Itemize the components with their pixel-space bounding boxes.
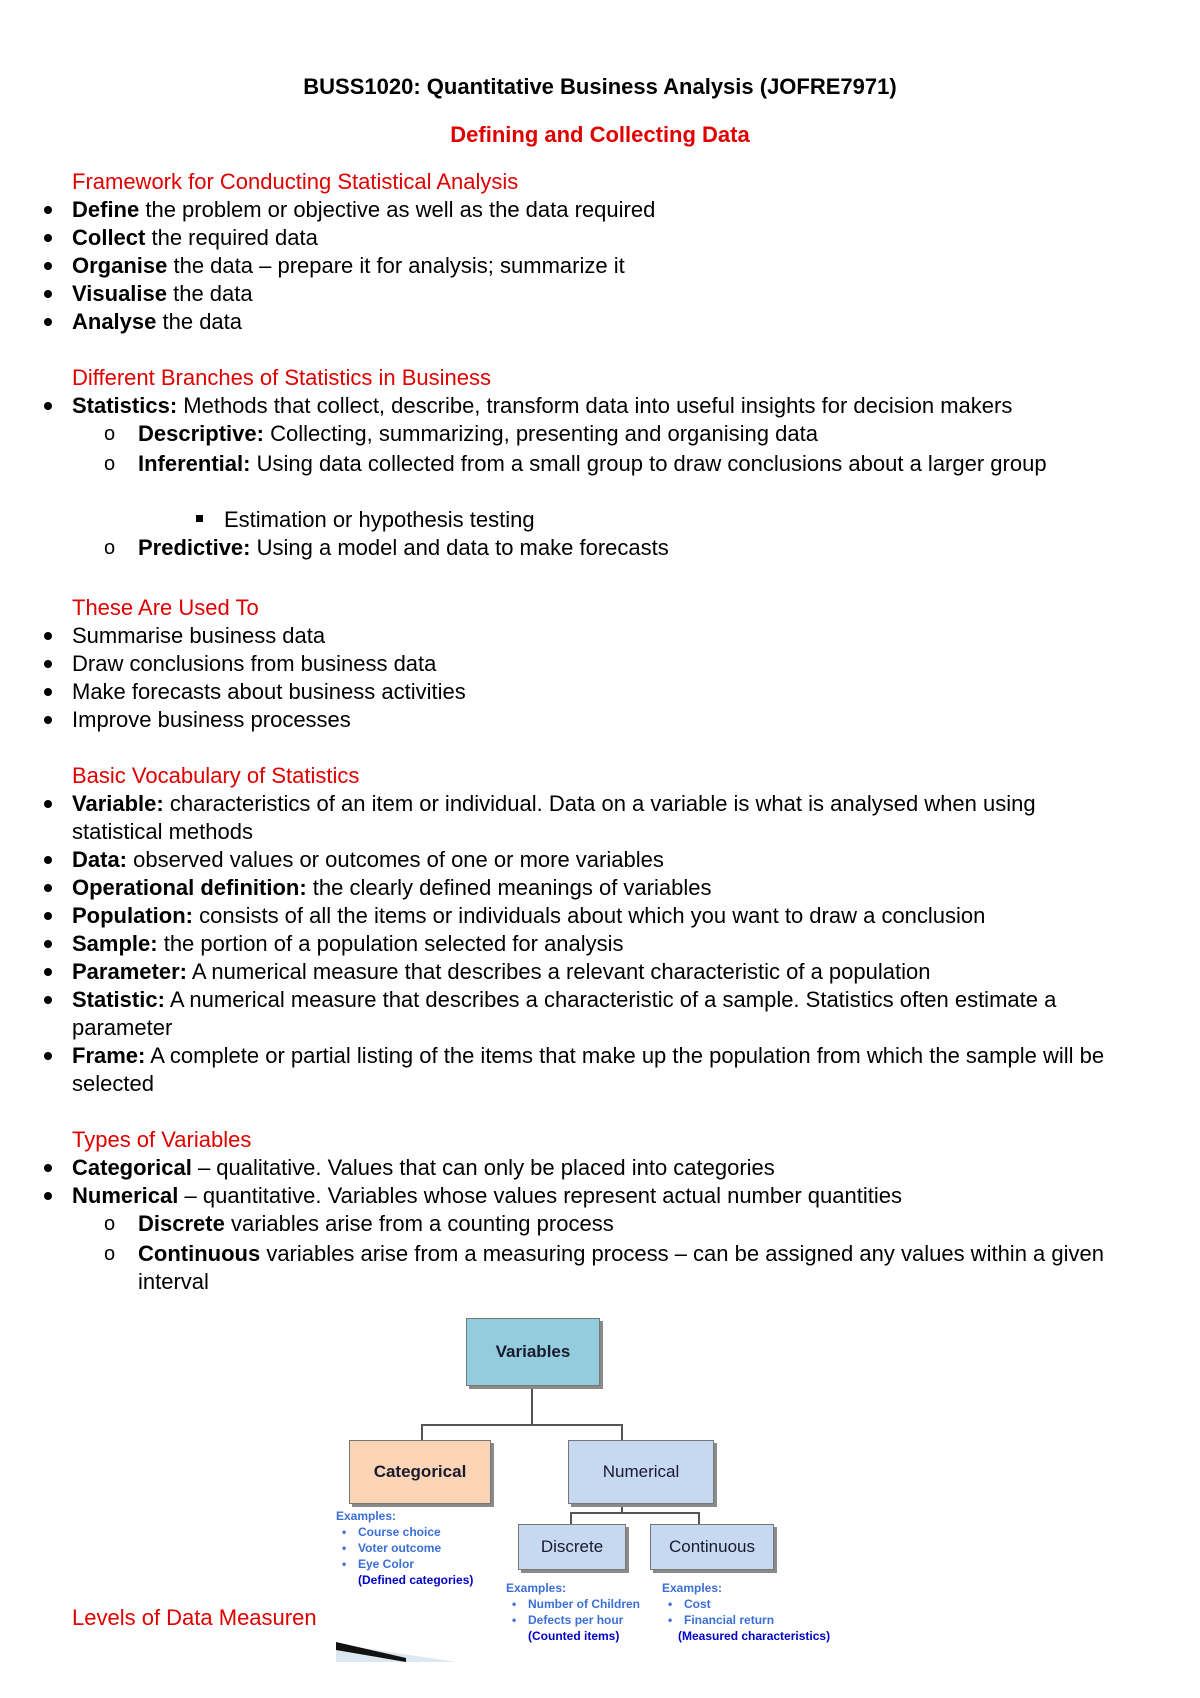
list-item: Variable: characteristics of an item or individual. Data on a variable is what is analysed when using statistical methods: [72, 790, 1132, 846]
vocab-list: [72, 790, 1132, 1098]
continuous-box: Continuous: [650, 1524, 774, 1570]
list-item: Sample: the portion of a population selected for analysis: [72, 930, 1132, 958]
predictive-list: [138, 534, 1128, 562]
list-item: Population: consists of all the items or individuals about which you want to draw a conclusion: [72, 902, 1132, 930]
list-item: o Descriptive: Collecting, summarizing, presenting and organising data: [138, 420, 1098, 448]
list-item: • Financial return: [684, 1612, 830, 1628]
list-item: Make forecasts about business activities: [72, 678, 1132, 706]
image-fragment: [336, 1640, 456, 1664]
list-item: Analyse the data: [72, 308, 1132, 336]
list-item: Statistic: A numerical measure that describes a characteristic of a sample. Statistics often estimate a parameter: [72, 986, 1132, 1042]
list-item: Collect the required data: [72, 224, 1132, 252]
list-item: Parameter: A numerical measure that describes a relevant characteristic of a population: [72, 958, 1132, 986]
used-to-list: [72, 622, 1132, 734]
connector-line: [621, 1424, 623, 1440]
used-to-heading: These Are Used To: [72, 595, 259, 620]
list-item: • Number of Children: [528, 1596, 640, 1612]
list-item: Summarise business data: [72, 622, 1132, 650]
variables-diagram: [330, 1318, 890, 1658]
branches-list: [72, 392, 1132, 420]
list-item: • Eye Color: [358, 1556, 473, 1572]
list-item: Improve business processes: [72, 706, 1132, 734]
continuous-examples: Examples: • Cost • Financial return (Measured characteristics): [662, 1580, 830, 1644]
connector-line: [570, 1512, 700, 1514]
numerical-sublist: [138, 1210, 1128, 1296]
framework-heading: Framework for Conducting Statistical Analysis: [72, 169, 519, 194]
list-item: Frame: A complete or partial listing of the items that make up the population from which the sample will be selected: [72, 1042, 1132, 1098]
types-heading: Types of Variables: [72, 1127, 252, 1152]
discrete-examples: Examples: • Number of Children • Defects per hour (Counted items): [506, 1580, 640, 1644]
branches-heading: Different Branches of Statistics in Business: [72, 365, 492, 390]
connector-line: [570, 1512, 572, 1524]
list-item: • Defects per hour: [528, 1612, 640, 1628]
categorical-examples: Examples: • Course choice • Voter outcome • Eye Color (Defined categories): [336, 1508, 473, 1588]
variables-box: Variables: [466, 1318, 600, 1386]
numerical-box: Numerical: [568, 1440, 714, 1504]
connector-line: [698, 1512, 700, 1524]
list-item: • Course choice: [358, 1524, 473, 1540]
list-item: Categorical – qualitative. Values that can only be placed into categories: [72, 1154, 1132, 1182]
list-item: Define the problem or objective as well as the data required: [72, 196, 1132, 224]
categorical-box: Categorical: [349, 1440, 491, 1504]
list-item: o Inferential: Using data collected from a small group to draw conclusions about a larger group: [138, 450, 1098, 478]
discrete-box: Discrete: [518, 1524, 626, 1570]
list-item: o Continuous variables arise from a measuring process – can be assigned any values within a given interval: [138, 1240, 1128, 1296]
list-item: Operational definition: the clearly defined meanings of variables: [72, 874, 1132, 902]
connector-line: [421, 1424, 623, 1426]
list-item: • Cost: [684, 1596, 830, 1612]
branches-sublist: [138, 420, 1098, 478]
inferential-sublist: [224, 506, 1124, 534]
list-item: Statistics: Methods that collect, describe, transform data into useful insights for decision makers: [72, 392, 1132, 420]
list-item: Visualise the data: [72, 280, 1132, 308]
document-title: Defining and Collecting Data: [450, 122, 750, 147]
connector-line: [531, 1386, 533, 1426]
list-item: Numerical – quantitative. Variables whose values represent actual number quantities: [72, 1182, 1132, 1210]
list-item: Data: observed values or outcomes of one or more variables: [72, 846, 1132, 874]
list-item: Estimation or hypothesis testing: [224, 506, 1124, 534]
vocab-heading: Basic Vocabulary of Statistics: [72, 763, 360, 788]
levels-heading: Levels of Data Measuren: [72, 1605, 317, 1630]
list-item: • Voter outcome: [358, 1540, 473, 1556]
connector-line: [421, 1424, 423, 1440]
course-title: BUSS1020: Quantitative Business Analysis (JOFRE7971): [303, 74, 897, 99]
list-item: Draw conclusions from business data: [72, 650, 1132, 678]
list-item: o Predictive: Using a model and data to make forecasts: [138, 534, 1128, 562]
framework-list: [72, 196, 1132, 336]
list-item: Organise the data – prepare it for analysis; summarize it: [72, 252, 1132, 280]
types-list: [72, 1154, 1132, 1210]
list-item: o Discrete variables arise from a counting process: [138, 1210, 1128, 1238]
